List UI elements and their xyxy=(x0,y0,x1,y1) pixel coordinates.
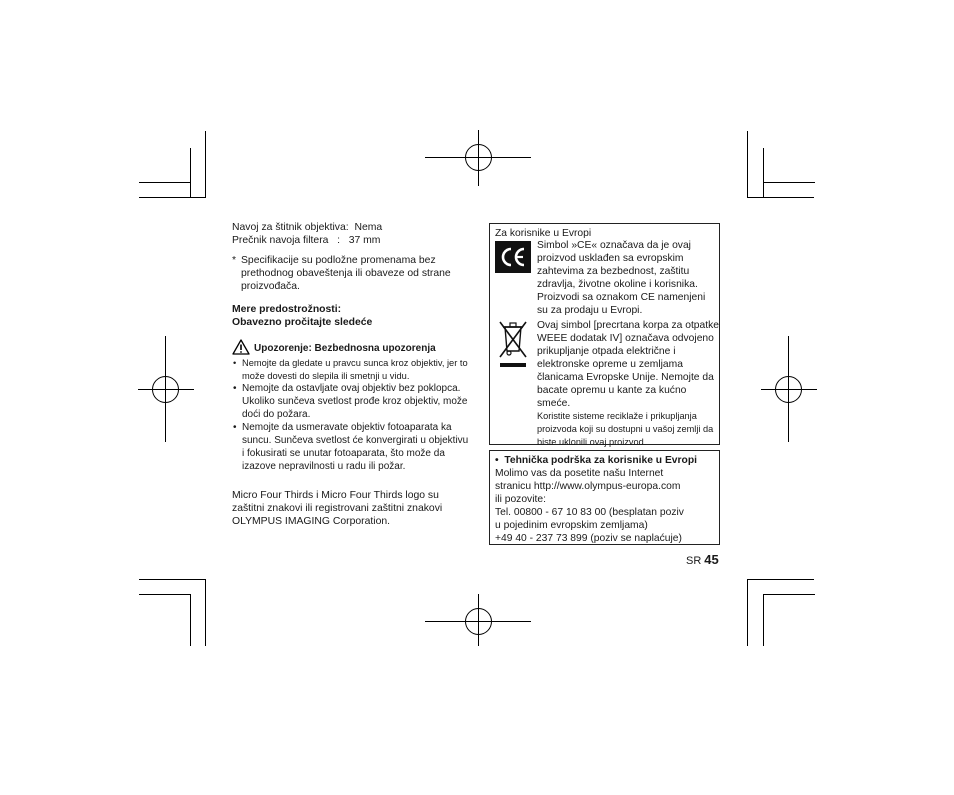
tech-support-box xyxy=(489,450,720,545)
europe-box-title: Za korisnike u Evropi xyxy=(495,228,592,239)
spec-row-filter xyxy=(232,234,472,247)
support-line: ili pozovite: xyxy=(495,494,546,505)
europe-info-box xyxy=(489,223,720,445)
ce-description: Simbol »CE« označava da je ovaj proizvod usklađen sa evropskim zahtevima za bezbednost, zaštitu zdravlja, životne okoline i korisnika. Proizvodi sa oznakom CE namenjeni su za prodaju u Evropi. xyxy=(537,240,706,316)
support-line: Molimo vas da posetite našu Internet xyxy=(495,468,664,479)
crop-mark xyxy=(190,594,191,646)
weee-recycling-text: Koristite sisteme reciklaže i prikupljanja proizvoda koji su dostupni u vašoj zemlji da biste uklonili ovaj proizvod. xyxy=(537,411,714,447)
crop-mark xyxy=(205,131,206,198)
page-number-value: 45 xyxy=(704,552,719,567)
registration-mark xyxy=(138,336,194,442)
crop-mark xyxy=(139,182,191,183)
crop-mark xyxy=(747,579,748,646)
registration-mark xyxy=(425,130,531,186)
crop-mark xyxy=(763,148,764,198)
precautions-section xyxy=(232,303,472,473)
spec-value: 37 mm xyxy=(348,235,381,246)
warning-header xyxy=(232,339,472,355)
spec-label: Navoj za štitnik objektiva: xyxy=(232,222,349,233)
support-line-url: stranicu http://www.olympus-europa.com xyxy=(495,481,681,492)
crop-mark xyxy=(190,148,191,198)
weee-crossed-bin-icon xyxy=(497,319,529,369)
spec-value: Nema xyxy=(354,222,383,233)
precautions-subheading: Obavezno pročitajte sledeće xyxy=(232,317,373,328)
crop-mark xyxy=(763,182,815,183)
crop-mark xyxy=(763,594,815,595)
crop-mark xyxy=(205,579,206,646)
trademark-notice: Micro Four Thirds i Micro Four Thirds logo su zaštitni znakovi ili registrovani zaštitni znakovi OLYMPUS IMAGING Corporation. xyxy=(232,490,443,527)
registration-mark xyxy=(761,336,817,442)
crop-mark xyxy=(139,594,191,595)
left-column xyxy=(232,221,472,528)
support-line-phone: +49 40 - 237 73 899 (poziv se naplaćuje) xyxy=(495,533,682,544)
warning-item: • Nemojte da ostavljate ovaj objektiv bez poklopca. Ukoliko sunčeva svetlost prođe kroz objektiv, može doći do požara. xyxy=(232,382,472,421)
support-title: • Tehnička podrška za korisnike u Evropi xyxy=(495,455,697,466)
warning-triangle-icon xyxy=(232,339,250,355)
crop-mark xyxy=(139,579,206,580)
warning-title: Upozorenje: Bezbednosna upozorenja xyxy=(254,343,436,354)
support-title-text: Tehnička podrška za korisnike u Evropi xyxy=(504,455,697,466)
crop-mark xyxy=(763,594,764,646)
crop-mark xyxy=(747,197,814,198)
spec-row-hood xyxy=(232,221,472,234)
precautions-heading: Mere predostrožnosti: xyxy=(232,304,342,315)
page-number xyxy=(686,552,719,567)
spec-note xyxy=(232,254,472,293)
warning-item: • Nemojte da usmeravate objektiv fotoaparata ka suncu. Sunčeva svetlost će konvergirati u objektivu i fokusirati se unutar fotoaparata, što može da izazove nepravilnosti u radu ili požar. xyxy=(232,421,472,473)
weee-main-text: Ovaj simbol [precrtana korpa za otpatke WEEE dodatak IV] označava odvojeno prikupljanje otpada električne i elektronske opreme u zemljama članicama Evropske Unije. Nemojte da bacate opremu u kante za kućno smeće. xyxy=(537,320,720,409)
support-line: u pojedinim evropskim zemljama) xyxy=(495,520,648,531)
crop-mark xyxy=(139,197,206,198)
ce-mark-icon xyxy=(495,241,531,273)
crop-mark xyxy=(747,131,748,198)
spec-separator: : xyxy=(337,235,341,246)
registration-mark xyxy=(425,594,531,646)
support-line-phone: Tel. 00800 - 67 10 83 00 (besplatan poziv xyxy=(495,507,684,518)
note-text: Specifikacije su podložne promenama bez prethodnog obaveštenja ili obaveze od strane proizvođača. xyxy=(241,255,451,292)
weee-description xyxy=(537,319,719,449)
warning-list xyxy=(232,357,472,473)
note-star: * xyxy=(232,255,237,266)
spec-label: Prečnik navoja filtera xyxy=(232,235,329,246)
crop-mark xyxy=(747,579,814,580)
page-lang: SR xyxy=(686,555,702,567)
warning-item: • Nemojte da gledate u pravcu sunca kroz objektiv, jer to može dovesti do slepila ili smetnji u vidu. xyxy=(232,357,472,382)
